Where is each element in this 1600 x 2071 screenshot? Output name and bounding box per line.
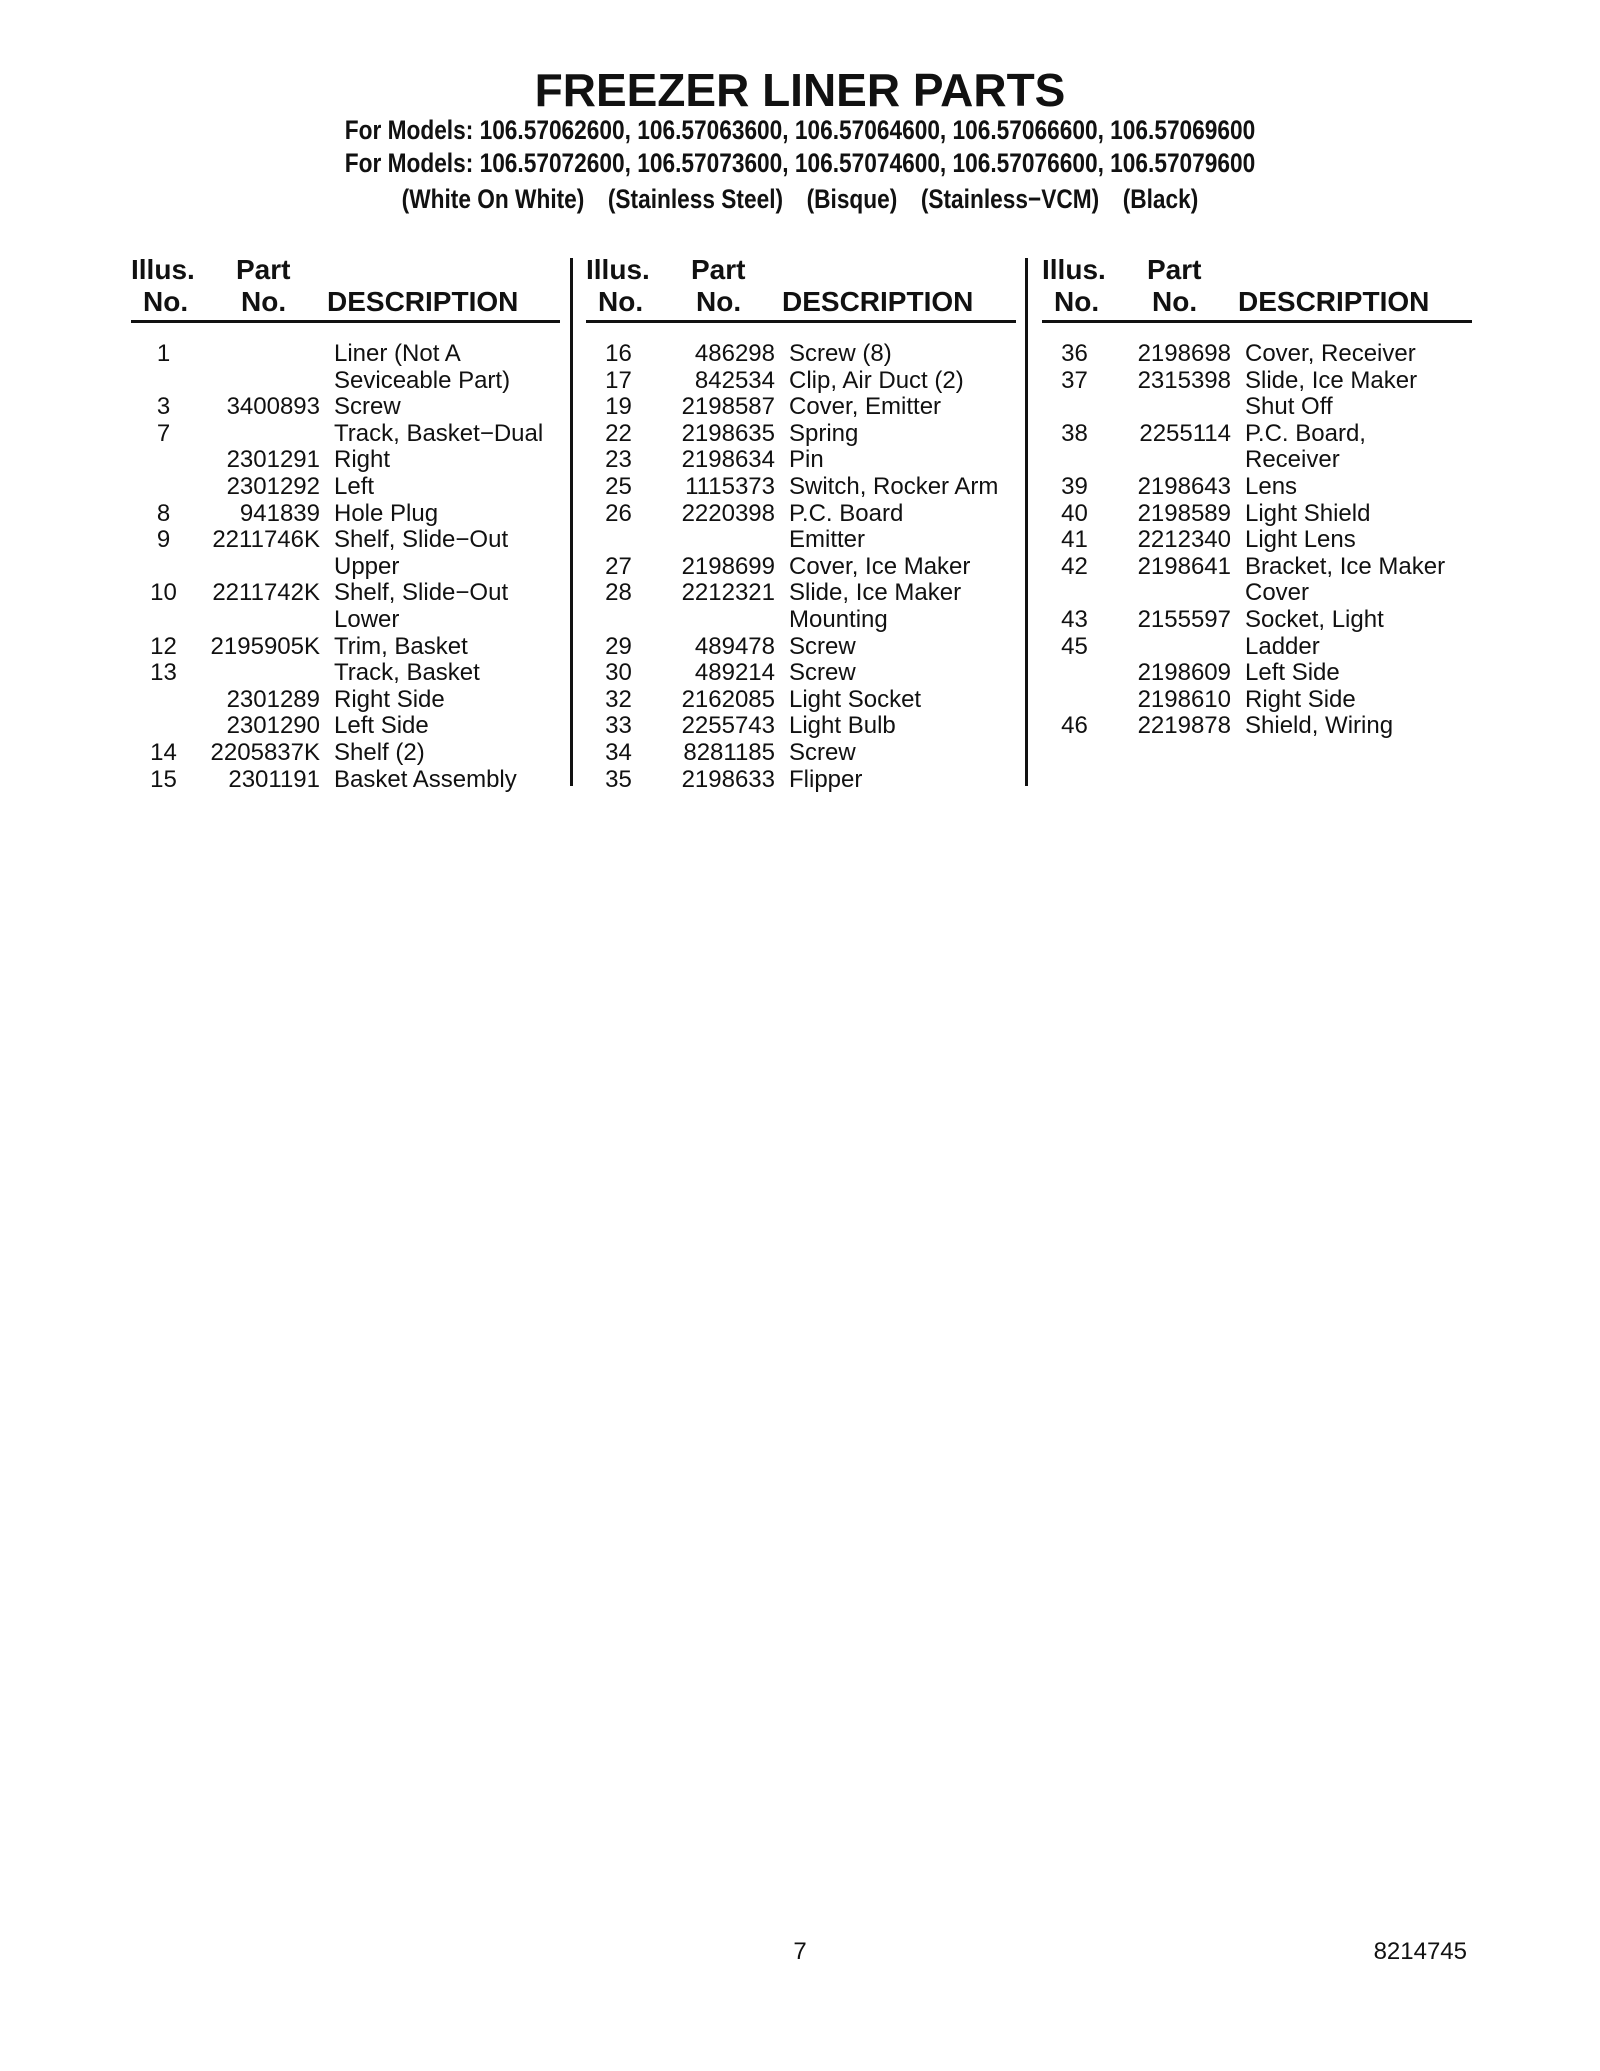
part-description: Track, Basket	[334, 659, 480, 687]
illus-number: 38	[1061, 419, 1088, 447]
part-description: Switch, Rocker Arm	[789, 472, 999, 500]
part-description: Slide, Ice Maker Mounting	[789, 579, 962, 633]
part-number: 2198633	[681, 765, 775, 793]
illus-number: 12	[150, 632, 177, 660]
part-number: 2195905K	[210, 632, 320, 660]
part-number: 2315398	[1137, 366, 1231, 394]
parts-column-3	[1042, 252, 1472, 740]
illus-number: 17	[605, 366, 632, 394]
illus-number: 9	[156, 526, 171, 554]
illus-no-header: No.	[598, 286, 644, 317]
page-number: 7	[793, 1938, 807, 1965]
part-description: Hole Plug	[334, 499, 439, 527]
part-number: 2255743	[681, 712, 775, 740]
part-number: 2198587	[681, 393, 775, 421]
column-header	[1042, 252, 1472, 323]
part-description: Screw	[789, 659, 856, 687]
part-number: 2198699	[681, 552, 775, 580]
part-row	[131, 394, 560, 421]
part-row	[586, 341, 1016, 368]
part-description: Clip, Air Duct (2)	[789, 366, 964, 394]
part-number: 2211742K	[212, 579, 320, 607]
part-row	[131, 527, 560, 580]
part-description: Left Side	[1245, 659, 1340, 687]
part-row	[1042, 501, 1472, 528]
part-row	[586, 740, 1016, 767]
part-row	[131, 447, 560, 474]
illus-number: 23	[605, 446, 632, 474]
part-header: Part	[1147, 254, 1202, 285]
part-description: Light Bulb	[789, 712, 896, 740]
part-header: Part	[236, 254, 291, 285]
part-number: 2301290	[226, 712, 320, 740]
illus-number: 16	[605, 340, 632, 367]
color-variants	[128, 183, 1472, 215]
part-number: 1115373	[685, 472, 775, 500]
illus-number: 10	[150, 579, 177, 607]
part-number: 2301191	[228, 765, 320, 793]
part-number: 489214	[694, 659, 775, 687]
page-title: FREEZER LINER PARTS	[534, 64, 1066, 116]
illus-no-header: No.	[1054, 286, 1100, 317]
part-description: Right Side	[1245, 685, 1356, 713]
column-divider	[570, 258, 573, 786]
part-description: Left	[334, 472, 375, 500]
part-description: Left Side	[334, 712, 429, 740]
part-row	[1042, 474, 1472, 501]
illus-number: 36	[1061, 340, 1088, 367]
illus-number: 25	[605, 472, 632, 500]
part-description: Socket, Light	[1245, 605, 1384, 633]
part-row	[586, 713, 1016, 740]
parts-list	[586, 341, 1016, 793]
part-number: 489478	[694, 632, 775, 660]
part-number: 2212321	[681, 579, 775, 607]
part-number: 2219878	[1137, 712, 1231, 740]
part-row	[131, 421, 560, 448]
illus-number: 39	[1061, 472, 1088, 500]
part-description: Light Shield	[1245, 499, 1371, 527]
illus-header: Illus.	[1042, 254, 1106, 285]
part-number: 8281185	[683, 738, 775, 766]
illus-number: 8	[156, 499, 171, 527]
illus-number: 35	[605, 765, 632, 793]
part-row	[1042, 660, 1472, 687]
part-description: P.C. Board Emitter	[789, 499, 904, 554]
color-variant: (Stainless−VCM)	[920, 184, 1100, 214]
part-number: 2220398	[681, 499, 775, 527]
column-divider	[1025, 258, 1028, 786]
illus-number: 22	[605, 419, 632, 447]
illus-number: 33	[605, 712, 632, 740]
part-row	[131, 580, 560, 633]
part-number: 2198635	[681, 419, 775, 447]
part-row	[1042, 687, 1472, 714]
illus-number: 43	[1061, 605, 1088, 633]
description-header: DESCRIPTION	[327, 286, 519, 317]
illus-number: 1	[156, 340, 171, 367]
illus-number: 26	[605, 499, 632, 527]
description-header: DESCRIPTION	[782, 286, 974, 317]
part-number: 2155597	[1137, 605, 1231, 633]
part-description: Screw (8)	[789, 340, 892, 367]
parts-list	[1042, 341, 1472, 740]
part-description: Trim, Basket	[334, 632, 468, 660]
part-row	[586, 660, 1016, 687]
part-row	[1042, 368, 1472, 421]
part-description: Shelf, Slide−Out Upper	[334, 526, 509, 580]
part-row	[1042, 527, 1472, 554]
part-row	[586, 368, 1016, 395]
part-row	[1042, 634, 1472, 661]
illus-number: 37	[1061, 366, 1088, 394]
illus-number: 42	[1061, 552, 1088, 580]
part-number: 2198610	[1137, 685, 1231, 713]
part-description: Flipper	[789, 765, 863, 793]
part-row	[586, 421, 1016, 448]
part-row	[131, 501, 560, 528]
part-row	[586, 447, 1016, 474]
column-header	[131, 252, 560, 323]
part-row	[131, 767, 560, 794]
parts-list	[131, 341, 560, 793]
part-description: Light Lens	[1245, 526, 1356, 554]
part-description: Shelf, Slide−Out Lower	[334, 579, 509, 633]
part-description: Screw	[789, 632, 856, 660]
part-description: Screw	[334, 393, 401, 421]
illus-number: 46	[1061, 712, 1088, 740]
part-row	[1042, 713, 1472, 740]
column-header	[586, 252, 1016, 323]
part-description: Ladder	[1245, 632, 1320, 660]
part-number: 2162085	[681, 685, 775, 713]
part-row	[1042, 554, 1472, 607]
illus-number: 27	[605, 552, 632, 580]
color-variant: (Bisque)	[806, 184, 898, 214]
part-number: 2198609	[1137, 659, 1231, 687]
illus-number: 30	[605, 659, 632, 687]
part-row	[131, 474, 560, 501]
part-no-header: No.	[696, 286, 742, 317]
part-row	[586, 580, 1016, 633]
part-number: 486298	[694, 340, 775, 367]
part-number: 2301292	[226, 472, 320, 500]
illus-number: 7	[156, 419, 171, 447]
part-row	[586, 634, 1016, 661]
illus-header: Illus.	[131, 254, 195, 285]
part-number: 3400893	[226, 393, 320, 421]
part-number: 2198698	[1137, 340, 1231, 367]
part-description: Cover, Ice Maker	[789, 552, 971, 580]
illus-number: 45	[1061, 632, 1088, 660]
part-description: Track, Basket−Dual	[334, 419, 544, 447]
illus-number: 13	[150, 659, 177, 687]
part-description: Cover, Emitter	[789, 393, 942, 421]
illus-no-header: No.	[143, 286, 189, 317]
illus-number: 19	[605, 393, 632, 421]
illus-number: 14	[150, 738, 177, 766]
part-row	[131, 660, 560, 687]
part-description: Cover, Receiver	[1245, 340, 1416, 367]
part-description: Spring	[789, 419, 859, 447]
part-row	[586, 501, 1016, 554]
models-line-2: For Models: 106.57072600, 106.57073600, 106.57074600, 106.57076600, 106.57079600	[344, 148, 1256, 178]
color-variant: (White On White)	[401, 184, 585, 214]
part-description: Slide, Ice Maker Shut Off	[1245, 366, 1418, 421]
illus-header: Illus.	[586, 254, 650, 285]
part-row	[131, 740, 560, 767]
part-number: 2205837K	[210, 738, 320, 766]
part-row	[586, 767, 1016, 794]
illus-number: 40	[1061, 499, 1088, 527]
part-number: 2301289	[226, 685, 320, 713]
part-number: 2198589	[1137, 499, 1231, 527]
part-row	[131, 713, 560, 740]
part-no-header: No.	[241, 286, 287, 317]
part-number: 2211746K	[212, 526, 320, 554]
part-description: Bracket, Ice Maker Cover	[1245, 552, 1446, 607]
illus-number: 34	[605, 738, 632, 766]
part-description: Screw	[789, 738, 856, 766]
models-line-1: For Models: 106.57062600, 106.57063600, 106.57064600, 106.57066600, 106.57069600	[344, 115, 1256, 145]
part-row	[1042, 421, 1472, 474]
parts-column-1	[131, 252, 560, 793]
part-description: Liner (Not A Seviceable Part)	[334, 340, 511, 394]
part-description: Pin	[789, 446, 824, 474]
color-variant: (Stainless Steel)	[607, 184, 784, 214]
part-description: Basket Assembly	[334, 765, 517, 793]
illus-number: 32	[605, 685, 632, 713]
part-number: 2301291	[226, 446, 320, 474]
part-description: Lens	[1245, 472, 1298, 500]
part-number: 842534	[694, 366, 775, 394]
illus-number: 41	[1061, 526, 1088, 554]
illus-number: 28	[605, 579, 632, 607]
part-row	[1042, 341, 1472, 368]
part-row	[586, 474, 1016, 501]
part-row	[131, 687, 560, 714]
parts-column-2	[586, 252, 1016, 793]
part-header: Part	[691, 254, 746, 285]
part-row	[586, 394, 1016, 421]
part-description: Right Side	[334, 685, 445, 713]
part-description: Shelf (2)	[334, 738, 425, 766]
part-number: 2198634	[681, 446, 775, 474]
part-row	[131, 634, 560, 661]
part-number: 941839	[239, 499, 320, 527]
part-description: Right	[334, 446, 391, 474]
part-no-header: No.	[1152, 286, 1198, 317]
part-number: 2255114	[1139, 419, 1231, 447]
part-description: Shield, Wiring	[1245, 712, 1394, 740]
illus-number: 3	[156, 393, 171, 421]
color-variant: (Black)	[1122, 184, 1199, 214]
part-row	[586, 554, 1016, 581]
illus-number: 29	[605, 632, 632, 660]
part-description: P.C. Board, Receiver	[1245, 419, 1366, 474]
part-number: 2212340	[1137, 526, 1231, 554]
part-number: 2198641	[1137, 552, 1231, 580]
illus-number: 15	[150, 765, 177, 793]
part-number: 2198643	[1137, 472, 1231, 500]
part-row	[1042, 607, 1472, 634]
part-row	[131, 341, 560, 394]
part-row	[586, 687, 1016, 714]
part-description: Light Socket	[789, 685, 922, 713]
description-header: DESCRIPTION	[1238, 286, 1430, 317]
document-number: 8214745	[1373, 1938, 1467, 1965]
